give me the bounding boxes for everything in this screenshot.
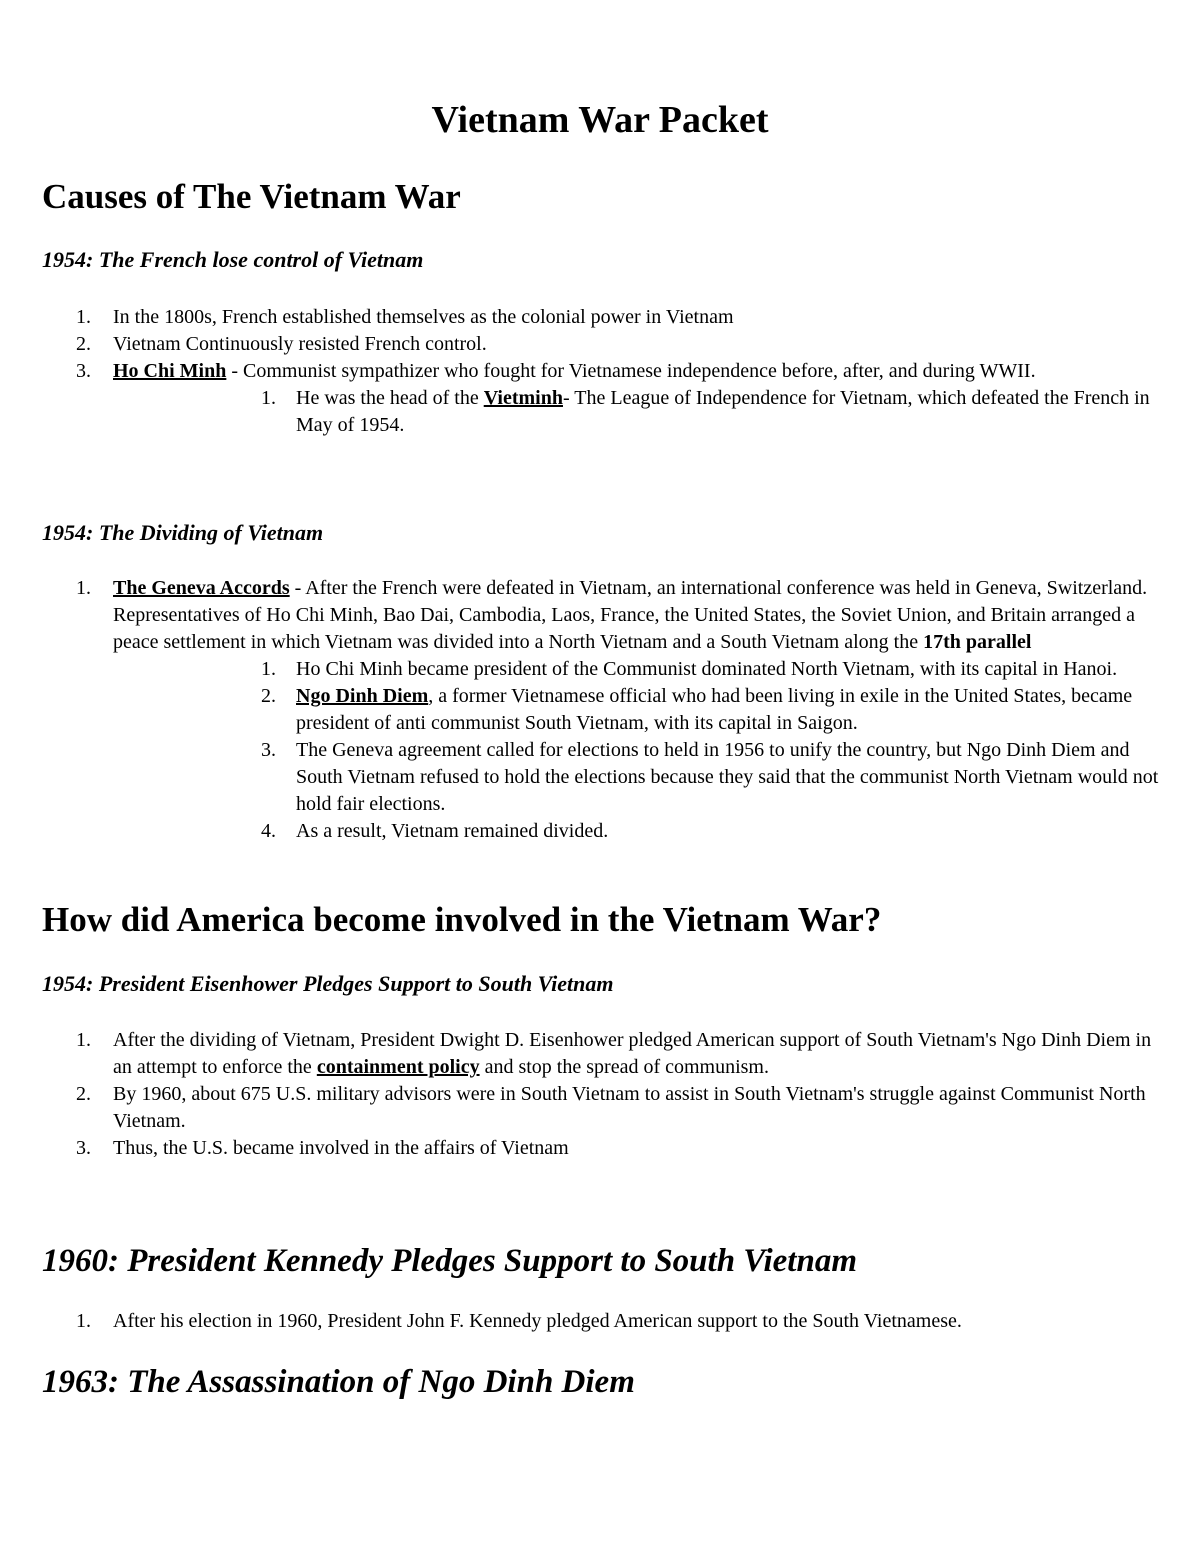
list-number: 1. — [261, 658, 276, 680]
list-dividing-of-vietnam — [0, 575, 1160, 845]
list-item — [0, 1308, 1160, 1335]
heading-diem-assassination: 1963: The Assassination of Ngo Dinh Diem — [42, 1364, 635, 1400]
list-kennedy-pledge — [0, 1308, 1160, 1335]
heading-america-involvement: How did America become involved in the Vietnam War? — [42, 900, 882, 939]
list-item — [0, 575, 1160, 845]
list-number: 1. — [76, 577, 91, 599]
list-item-text: and stop the spread of communism. — [479, 1056, 769, 1078]
list-item-text: Ho Chi Minh became president of the Communist dominated North Vietnam, with its capital in Hanoi. — [296, 658, 1118, 680]
list-item — [0, 1135, 1160, 1162]
list-number: 3. — [76, 1137, 91, 1159]
list-item — [113, 737, 1160, 818]
key-term-vietminh: Vietminh — [483, 387, 563, 409]
list-item — [0, 358, 1160, 439]
list-number: 1. — [76, 1310, 91, 1332]
list-item-text: By 1960, about 675 U.S. military advisors were in South Vietnam to assist in South Vietnam's struggle against Communist North Vietnam. — [113, 1083, 1146, 1132]
list-item-text: - Communist sympathizer who fought for Vietnamese independence before, after, and during WWII. — [226, 360, 1036, 382]
page-title: Vietnam War Packet — [431, 99, 769, 141]
list-item — [113, 818, 1160, 845]
list-number: 1. — [76, 306, 91, 328]
list-number: 2. — [76, 1083, 91, 1105]
list-item-text: As a result, Vietnam remained divided. — [296, 820, 609, 842]
key-term-ngo-dinh-diem: Ngo Dinh Diem — [296, 685, 429, 707]
list-number: 1. — [261, 387, 276, 409]
list-item — [0, 1081, 1160, 1135]
list-item-text: In the 1800s, French established themselves as the colonial power in Vietnam — [113, 306, 734, 328]
sublist — [113, 656, 1160, 845]
list-item — [0, 1027, 1160, 1081]
list-item-text: The Geneva agreement called for elections to held in 1956 to unify the country, but Ngo Dinh Diem and South Vietnam refused to hold the elections because they said that the communist North Vietnam would not hold fair elections. — [296, 739, 1159, 815]
list-item — [113, 385, 1160, 439]
list-eisenhower-pledge — [0, 1027, 1160, 1162]
heading-french-lose-control: 1954: The French lose control of Vietnam — [42, 247, 424, 272]
list-number: 1. — [76, 1029, 91, 1051]
list-item — [0, 331, 1160, 358]
list-item-text: Thus, the U.S. became involved in the affairs of Vietnam — [113, 1137, 569, 1159]
list-item-text: Vietnam Continuously resisted French control. — [113, 333, 487, 355]
key-term-containment-policy: containment policy — [316, 1056, 480, 1078]
list-item-text: - The League of Independence for Vietnam, which defeated the French in May of 1954. — [296, 387, 1150, 436]
list-item-text: , a former Vietnamese official who had been living in exile in the United States, became president of anti communist South Vietnam, with its capital in Saigon. — [296, 685, 1133, 734]
key-term-ho-chi-minh: Ho Chi Minh — [113, 360, 227, 382]
heading-kennedy-pledge: 1960: President Kennedy Pledges Support to South Vietnam — [42, 1243, 857, 1279]
list-item — [113, 683, 1160, 737]
list-number: 4. — [261, 820, 276, 842]
list-number: 2. — [261, 685, 276, 707]
list-item-text: He was the head of the — [296, 387, 484, 409]
heading-causes: Causes of The Vietnam War — [42, 177, 461, 216]
key-term-17th-parallel: 17th parallel — [923, 631, 1032, 653]
list-item — [113, 656, 1160, 683]
list-number: 2. — [76, 333, 91, 355]
list-item-text: - After the French were defeated in Vietnam, an international conference was held in Geneva, Switzerland. Representatives of Ho Chi Minh, Bao Dai, Cambodia, Laos, France, the United States, the Soviet Union, and Britain arranged a peace settlement in which Vietnam was divided into a North Vietnam and a South Vietnam along the — [113, 577, 1148, 653]
list-number: 3. — [76, 360, 91, 382]
list-item — [0, 304, 1160, 331]
key-term-geneva-accords: The Geneva Accords — [113, 577, 290, 599]
list-item-text: After his election in 1960, President John F. Kennedy pledged American support to the South Vietnamese. — [113, 1310, 962, 1332]
heading-dividing-of-vietnam: 1954: The Dividing of Vietnam — [42, 520, 324, 545]
list-french-lose-control — [0, 304, 1160, 439]
sublist — [113, 385, 1160, 439]
heading-eisenhower-pledge: 1954: President Eisenhower Pledges Support to South Vietnam — [42, 971, 614, 996]
list-number: 3. — [261, 739, 276, 761]
list-item-text: After the dividing of Vietnam, President Dwight D. Eisenhower pledged American support of South Vietnam's Ngo Dinh Diem in an attempt to enforce the — [113, 1029, 1152, 1078]
